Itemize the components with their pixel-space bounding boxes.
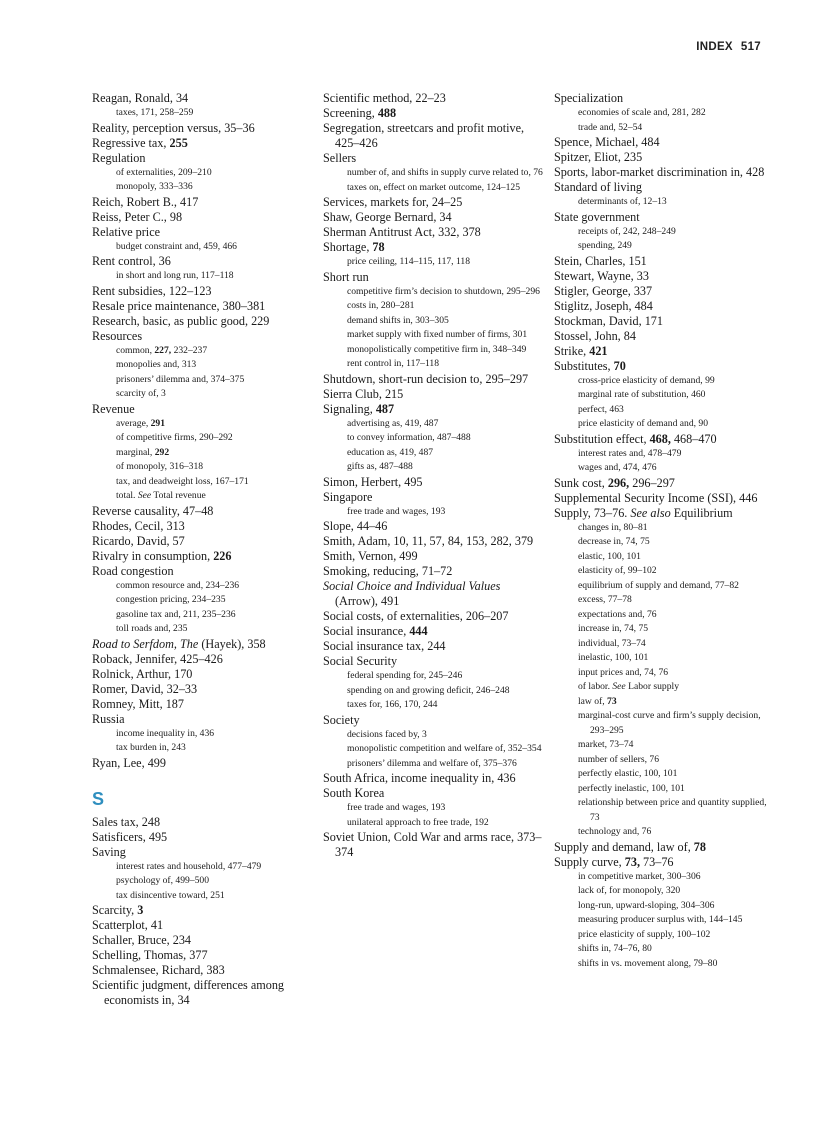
index-column-2 bbox=[323, 91, 545, 860]
index-subentry: marginal-cost curve and firm’s supply decision, 293–295 bbox=[578, 710, 761, 736]
index-subentry: interest rates and household, 477–479 bbox=[116, 860, 262, 872]
index-entry: Smith, Adam, 10, 11, 57, 84, 153, 282, 379 bbox=[323, 534, 534, 548]
index-entry: Rivalry in consumption, 226 bbox=[92, 548, 232, 563]
index-subentry: prisoners’ dilemma and welfare of, 375–376 bbox=[347, 757, 517, 769]
index-entry: Shutdown, short-run decision to, 295–297 bbox=[323, 371, 529, 386]
index-entry: Signaling, 487 bbox=[323, 401, 395, 416]
index-entry: Social costs, of externalities, 206–207 bbox=[323, 609, 509, 623]
index-entry: Regulation bbox=[92, 150, 146, 165]
index-subentry: monopolies and, 313 bbox=[116, 359, 197, 370]
index-subentry: average, 291 bbox=[116, 417, 166, 429]
index-entry: Simon, Herbert, 495 bbox=[323, 474, 423, 489]
index-subentry: economies of scale and, 281, 282 bbox=[578, 107, 706, 118]
index-subentry: determinants of, 12–13 bbox=[578, 196, 667, 207]
index-entry: Society bbox=[323, 712, 360, 727]
index-subentry: taxes on, effect on market outcome, 124–125 bbox=[347, 181, 520, 193]
index-entry: Road congestion bbox=[92, 563, 174, 578]
index-entry: Resale price maintenance, 380–381 bbox=[92, 298, 266, 313]
index-subentry: expectations and, 76 bbox=[578, 608, 657, 620]
index-subentry: changes in, 80–81 bbox=[578, 521, 648, 533]
index-entry: Strike, 421 bbox=[554, 343, 608, 358]
index-subentry: number of sellers, 76 bbox=[578, 753, 659, 765]
index-subentry: free trade and wages, 193 bbox=[347, 505, 446, 517]
index-entry: Smith, Vernon, 499 bbox=[323, 549, 418, 563]
index-subentry: monopolistically competitive firm in, 348–349 bbox=[347, 343, 527, 355]
index-entry: Soviet Union, Cold War and arms race, 373–374 bbox=[323, 830, 542, 859]
index-entry: Rent subsidies, 122–123 bbox=[92, 283, 212, 298]
index-entry: Substitution effect, 468, 468–470 bbox=[554, 431, 717, 446]
index-entry: Regressive tax, 255 bbox=[92, 135, 188, 150]
index-subentry: prisoners’ dilemma and, 374–375 bbox=[116, 373, 245, 385]
index-entry: Social insurance tax, 244 bbox=[323, 639, 446, 653]
index-subentry: taxes, 171, 258–259 bbox=[116, 107, 194, 118]
index-subentry: competitive firm’s decision to shutdown, 295–296 bbox=[347, 285, 540, 297]
index-subentry: elastic, 100, 101 bbox=[578, 550, 641, 562]
index-subentry: shifts in, 74–76, 80 bbox=[578, 943, 652, 954]
index-subentry: wages and, 474, 476 bbox=[578, 462, 657, 473]
index-entry: Research, basic, as public good, 229 bbox=[92, 313, 270, 328]
index-subentry: market supply with fixed number of firms, 301 bbox=[347, 329, 528, 340]
index-entry: Resources bbox=[92, 328, 143, 343]
index-subentry: input prices and, 74, 76 bbox=[578, 666, 669, 678]
index-subentry: free trade and wages, 193 bbox=[347, 802, 446, 813]
index-entry: Supply, 73–76. See also Equilibrium bbox=[554, 505, 733, 520]
index-entry: Stigler, George, 337 bbox=[554, 283, 653, 298]
index-subentry: technology and, 76 bbox=[578, 826, 652, 837]
index-subentry: to convey information, 487–488 bbox=[347, 432, 471, 443]
index-subentry: relationship between price and quantity supplied, 73 bbox=[578, 797, 767, 823]
index-subentry: tax burden in, 243 bbox=[116, 742, 186, 753]
index-subentry: lack of, for monopoly, 320 bbox=[578, 885, 681, 896]
index-entry: Ricardo, David, 57 bbox=[92, 533, 185, 548]
index-entry: Shaw, George Bernard, 34 bbox=[323, 210, 452, 224]
index-subentry: tax, and deadweight loss, 167–171 bbox=[116, 475, 249, 487]
index-subentry: scarcity of, 3 bbox=[116, 388, 166, 399]
index-entry: Revenue bbox=[92, 401, 135, 416]
index-entry: Shortage, 78 bbox=[323, 240, 385, 254]
index-subentry: total. See Total revenue bbox=[116, 490, 206, 501]
index-entry: Reich, Robert B., 417 bbox=[92, 194, 199, 209]
index-subentry: receipts of, 242, 248–249 bbox=[578, 225, 676, 237]
index-entry: Sherman Antitrust Act, 332, 378 bbox=[323, 225, 481, 239]
index-subentry: gasoline tax and, 211, 235–236 bbox=[116, 608, 236, 620]
index-entry: Scientific judgment, differences among economists in, 34 bbox=[92, 978, 285, 1007]
index-entry: Short run bbox=[323, 269, 369, 284]
index-subentry: price elasticity of supply, 100–102 bbox=[578, 928, 711, 940]
index-subentry: number of, and shifts in supply curve related to, 76 bbox=[347, 167, 543, 178]
index-subentry: advertising as, 419, 487 bbox=[347, 417, 439, 429]
index-entry: Scarcity, 3 bbox=[92, 903, 144, 917]
index-entry: Stiglitz, Joseph, 484 bbox=[554, 298, 653, 313]
index-entry: Sellers bbox=[323, 151, 357, 165]
index-entry: Schaller, Bruce, 234 bbox=[92, 933, 192, 947]
index-entry: Standard of living bbox=[554, 180, 643, 194]
index-entry: Rent control, 36 bbox=[92, 254, 171, 268]
index-subentry: decisions faced by, 3 bbox=[347, 728, 427, 740]
index-entry: Smoking, reducing, 71–72 bbox=[323, 564, 453, 578]
index-subentry: budget constraint and, 459, 466 bbox=[116, 240, 237, 252]
index-entry: Satisficers, 495 bbox=[92, 829, 168, 844]
index-entry: Stockman, David, 171 bbox=[554, 313, 663, 328]
index-subentry: of externalities, 209–210 bbox=[116, 166, 212, 178]
index-entry: State government bbox=[554, 209, 640, 224]
index-subentry: common, 227, 232–237 bbox=[116, 344, 208, 356]
index-column-3 bbox=[554, 91, 769, 971]
index-entry: Sales tax, 248 bbox=[92, 814, 161, 829]
index-entry: Rolnick, Arthur, 170 bbox=[92, 666, 193, 681]
index-subentry: elasticity of, 99–102 bbox=[578, 565, 657, 576]
index-entry: Reiss, Peter C., 98 bbox=[92, 209, 183, 224]
index-subentry: taxes for, 166, 170, 244 bbox=[347, 699, 438, 710]
page-number: 517 bbox=[740, 41, 761, 53]
index-subentry: increase in, 74, 75 bbox=[578, 623, 649, 634]
index-subentry: inelastic, 100, 101 bbox=[578, 652, 649, 663]
index-subentry: gifts as, 487–488 bbox=[347, 461, 413, 472]
index-entry: Roback, Jennifer, 425–426 bbox=[92, 651, 223, 666]
index-entry: Reagan, Ronald, 34 bbox=[92, 91, 189, 105]
index-entry: Scatterplot, 41 bbox=[92, 918, 164, 932]
index-entry: Spence, Michael, 484 bbox=[554, 135, 660, 149]
index-subentry: individual, 73–74 bbox=[578, 637, 646, 649]
index-subentry: demand shifts in, 303–305 bbox=[347, 314, 449, 326]
index-subentry: shifts in vs. movement along, 79–80 bbox=[578, 957, 718, 969]
index-entry: Screening, 488 bbox=[323, 106, 397, 120]
index-subentry: decrease in, 74, 75 bbox=[578, 536, 650, 547]
index-entry: Spitzer, Eliot, 235 bbox=[554, 150, 643, 164]
index-subentry: excess, 77–78 bbox=[578, 594, 632, 605]
index-subentry: market, 73–74 bbox=[578, 739, 634, 750]
index-entry: Reverse causality, 47–48 bbox=[92, 503, 214, 518]
index-entry: Relative price bbox=[92, 224, 161, 239]
index-subentry: of competitive firms, 290–292 bbox=[116, 432, 233, 443]
index-subentry: congestion pricing, 234–235 bbox=[116, 594, 226, 605]
index-subentry: perfectly elastic, 100, 101 bbox=[578, 768, 678, 779]
index-entry: Scientific method, 22–23 bbox=[323, 91, 446, 105]
index-subentry: costs in, 280–281 bbox=[347, 300, 415, 311]
section-letter: S bbox=[92, 788, 105, 809]
index-entry: Sports, labor-market discrimination in, 428 bbox=[554, 165, 765, 179]
index-column-1 bbox=[92, 91, 307, 1008]
index-entry: Slope, 44–46 bbox=[323, 519, 388, 533]
index-subentry: cross-price elasticity of demand, 99 bbox=[578, 374, 715, 386]
index-entry: Social Choice and Individual Values (Arrow), 491 bbox=[323, 579, 501, 608]
index-subentry: law of, 73 bbox=[578, 695, 617, 707]
index-subentry: long-run, upward-sloping, 304–306 bbox=[578, 899, 715, 911]
index-entry: Schmalensee, Richard, 383 bbox=[92, 963, 225, 977]
index-subentry: of monopoly, 316–318 bbox=[116, 461, 204, 472]
index-entry: Schelling, Thomas, 377 bbox=[92, 948, 208, 962]
index-entry: South Korea bbox=[323, 786, 385, 800]
running-head bbox=[696, 41, 761, 53]
index-entry: Ryan, Lee, 499 bbox=[92, 755, 166, 770]
index-entry: Rhodes, Cecil, 313 bbox=[92, 518, 185, 533]
index-label: INDEX bbox=[696, 41, 733, 53]
index-subentry: rent control in, 117–118 bbox=[347, 358, 440, 369]
index-subentry: marginal, 292 bbox=[116, 446, 170, 458]
index-subentry: price ceiling, 114–115, 117, 118 bbox=[347, 256, 471, 267]
index-entry: Services, markets for, 24–25 bbox=[323, 195, 463, 209]
index-entry: Singapore bbox=[323, 489, 373, 504]
index-subentry: education as, 419, 487 bbox=[347, 446, 434, 458]
index-subentry: tax disincentive toward, 251 bbox=[116, 889, 225, 901]
index-subentry: in competitive market, 300–306 bbox=[578, 870, 701, 882]
index-subentry: in short and long run, 117–118 bbox=[116, 270, 234, 281]
index-entry: Segregation, streetcars and profit motive, 425–426 bbox=[323, 121, 525, 150]
index-subentry: federal spending for, 245–246 bbox=[347, 670, 463, 681]
index-subentry: toll roads and, 235 bbox=[116, 623, 188, 634]
index-subentry: spending, 249 bbox=[578, 240, 632, 251]
index-subentry: marginal rate of substitution, 460 bbox=[578, 389, 706, 400]
index-subentry: trade and, 52–54 bbox=[578, 121, 643, 133]
index-entry: Social insurance, 444 bbox=[323, 624, 428, 638]
index-entry: Saving bbox=[92, 844, 126, 859]
index-entry: Reality, perception versus, 35–36 bbox=[92, 120, 255, 135]
index-subentry: perfect, 463 bbox=[578, 403, 624, 415]
index-entry: Supply curve, 73, 73–76 bbox=[554, 854, 674, 869]
index-entry: Sierra Club, 215 bbox=[323, 386, 404, 401]
index-subentry: monopoly, 333–336 bbox=[116, 181, 193, 192]
index-entry: Supply and demand, law of, 78 bbox=[554, 839, 706, 854]
index-entry: Specialization bbox=[554, 91, 624, 105]
index-subentry: unilateral approach to free trade, 192 bbox=[347, 816, 489, 828]
index-subentry: psychology of, 499–500 bbox=[116, 875, 210, 886]
index-entry: Substitutes, 70 bbox=[554, 358, 626, 373]
index-subentry: income inequality in, 436 bbox=[116, 727, 215, 739]
index-subentry: perfectly inelastic, 100, 101 bbox=[578, 782, 685, 794]
index-subentry: price elasticity of demand and, 90 bbox=[578, 418, 709, 429]
index-entry: Stein, Charles, 151 bbox=[554, 253, 647, 268]
index-entry: South Africa, income inequality in, 436 bbox=[323, 771, 516, 785]
index-subentry: interest rates and, 478–479 bbox=[578, 447, 682, 459]
index-entry: Stewart, Wayne, 33 bbox=[554, 268, 649, 283]
index-entry: Social Security bbox=[323, 654, 398, 668]
index-entry: Russia bbox=[92, 711, 125, 726]
index-entry: Supplemental Security Income (SSI), 446 bbox=[554, 490, 758, 505]
index-subentry: monopolistic competition and welfare of, 352–354 bbox=[347, 743, 542, 754]
index-subentry: measuring producer surplus with, 144–145 bbox=[578, 914, 743, 925]
index-entry: Sunk cost, 296, 296–297 bbox=[554, 475, 675, 490]
index-entry: Road to Serfdom, The (Hayek), 358 bbox=[92, 636, 266, 651]
index-entry: Romer, David, 32–33 bbox=[92, 681, 198, 696]
index-subentry: equilibrium of supply and demand, 77–82 bbox=[578, 579, 739, 591]
index-subentry: of labor. See Labor supply bbox=[578, 681, 679, 692]
index-subentry: common resource and, 234–236 bbox=[116, 579, 240, 591]
index-entry: Romney, Mitt, 187 bbox=[92, 696, 184, 711]
index-entry: Stossel, John, 84 bbox=[554, 328, 636, 343]
index-subentry: spending on and growing deficit, 246–248 bbox=[347, 684, 510, 696]
